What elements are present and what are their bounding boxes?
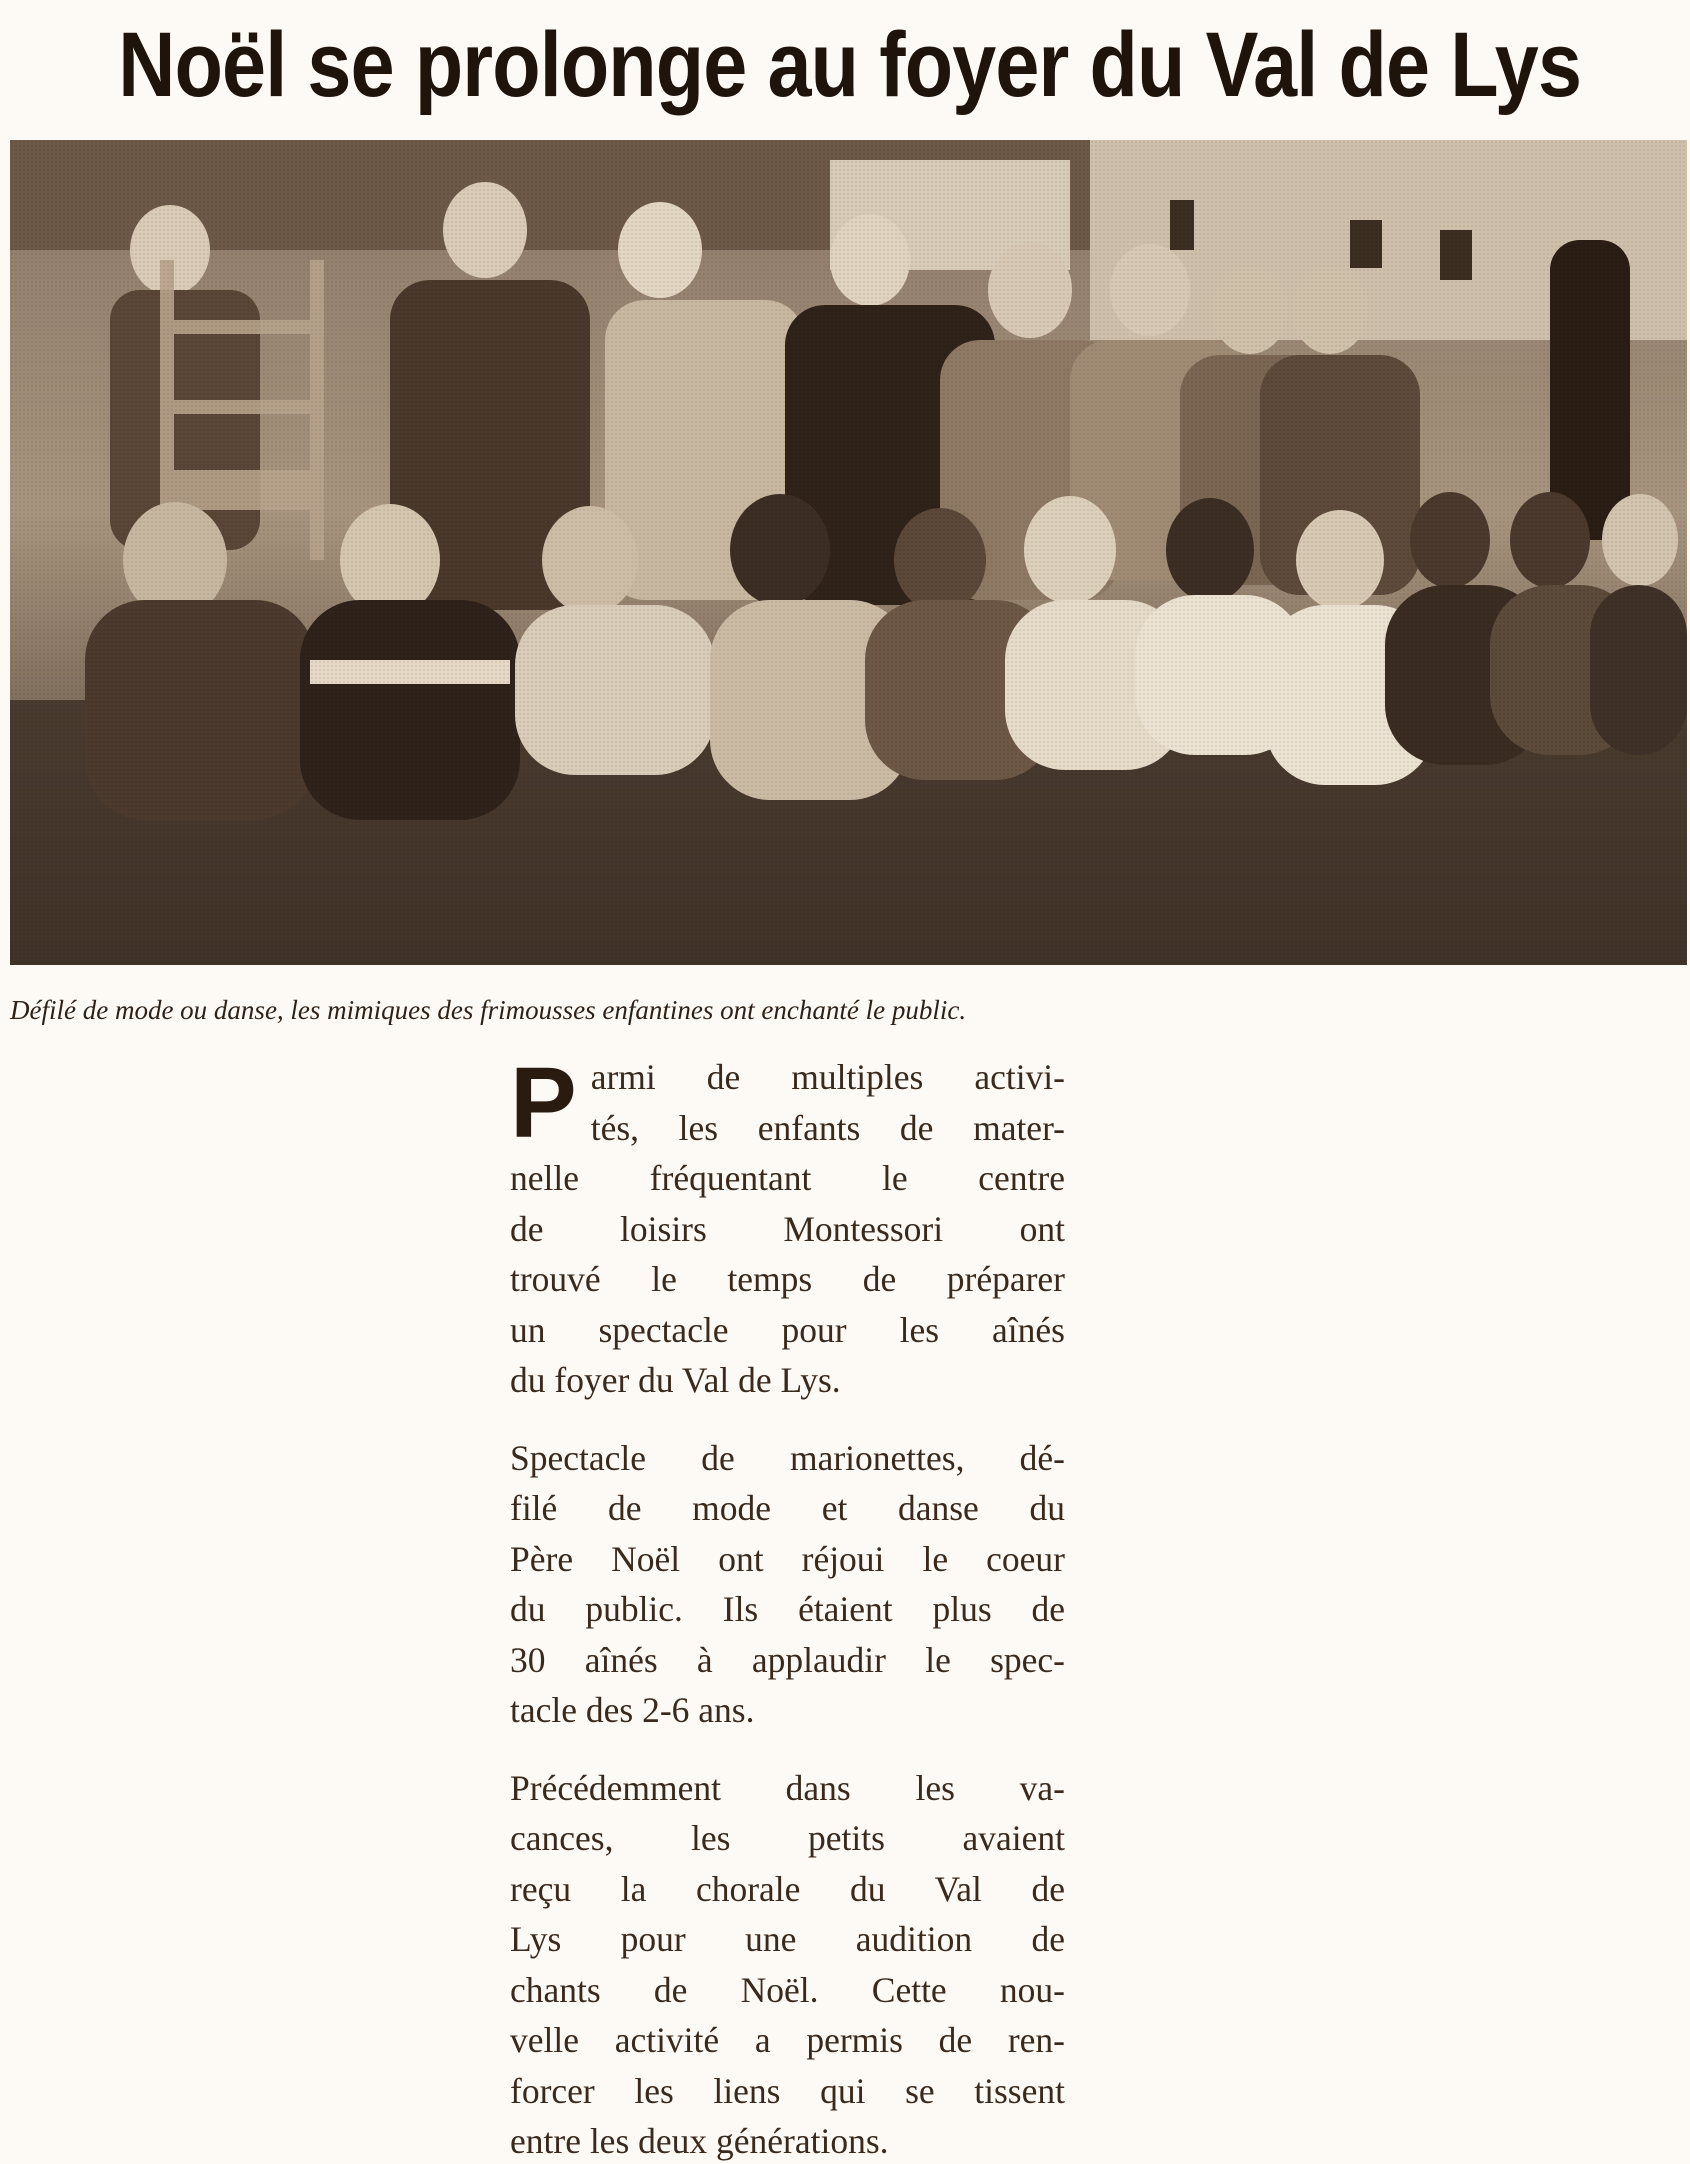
paragraph-3 — [510, 1763, 1065, 2164]
paragraph-2 — [510, 1433, 1065, 1736]
text-line: filé de mode et danse du — [510, 1488, 1065, 1528]
text-line: du public. Ils étaient plus de — [510, 1589, 1065, 1629]
drop-cap: P — [510, 1047, 577, 1159]
text-line: cances, les petits avaient — [510, 1818, 1065, 1858]
text-line: du foyer du Val de Lys. — [510, 1360, 841, 1400]
text-line: Spectacle de marionettes, dé- — [510, 1437, 1065, 1478]
paragraph-1 — [510, 1047, 1065, 1406]
text-line: 30 aînés à applaudir le spec- — [510, 1639, 1065, 1680]
text-line: Lys pour une audition de — [510, 1919, 1065, 1959]
text-line: nelle fréquentant le centre — [510, 1158, 1065, 1198]
article-photo — [10, 140, 1687, 965]
text-line: velle activité a permis de ren- — [510, 2020, 1065, 2060]
text-line: reçu la chorale du Val de — [510, 1868, 1065, 1909]
text-line: un spectacle pour les aînés — [510, 1309, 1065, 1350]
text-line: entre les deux générations. — [510, 2121, 889, 2161]
article-body — [510, 1047, 1065, 2164]
text-line: Père Noël ont réjoui le coeur — [510, 1538, 1065, 1579]
text-line: trouvé le temps de préparer — [510, 1259, 1065, 1299]
text-line: tacle des 2-6 ans. — [510, 1690, 755, 1730]
text-line: tés, les enfants de mater- — [590, 1107, 1065, 1148]
text-line: forcer les liens qui se tissent — [510, 2070, 1065, 2111]
headline: Noël se prolonge au foyer du Val de Lys — [118, 14, 1582, 116]
text-line: de loisirs Montessori ont — [510, 1208, 1065, 1249]
photo-caption: Défilé de mode ou danse, les mimiques des frimousses enfantines ont enchanté le public. — [10, 995, 967, 1025]
text-line: armi de multiples activi- — [590, 1057, 1065, 1097]
text-line: Précédemment dans les va- — [510, 1767, 1065, 1808]
photo-children-and-elders-icon — [10, 140, 1687, 965]
text-line: chants de Noël. Cette nou- — [510, 1969, 1065, 2010]
